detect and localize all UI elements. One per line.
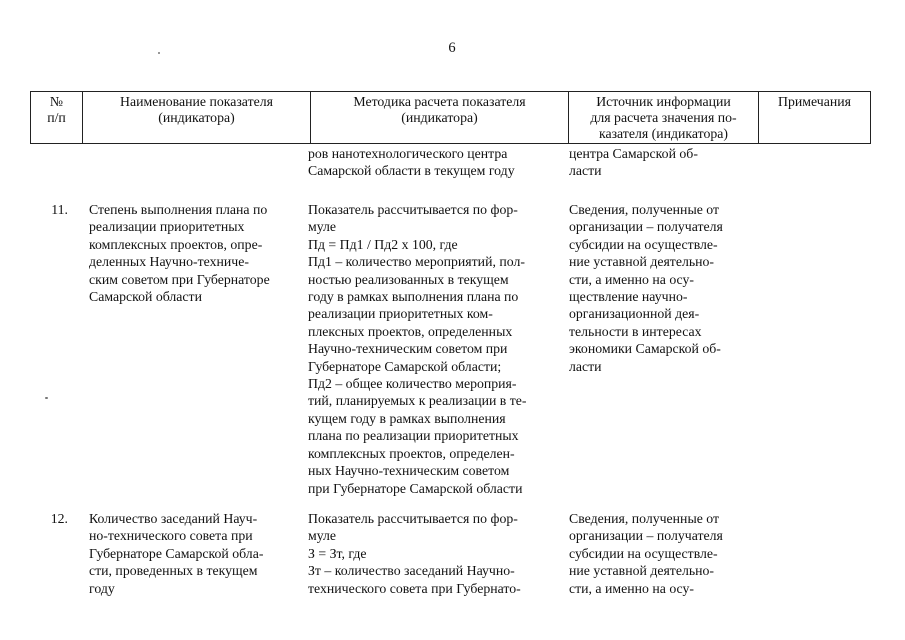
- table-header: [30, 91, 871, 144]
- continuation-source: центра Самарской об- ласти: [569, 146, 698, 179]
- calculation-method: Показатель рассчитывается по фор- муле З = Зт, где Зт – количество заседаний Научно- технического совета при Губернато-: [308, 511, 521, 596]
- calculation-method: Показатель рассчитывается по фор- муле Пд = Пд1 / Пд2 х 100, где Пд1 – количество мероприятий, пол- ностью реализованных в текущем году в рамках выполнения плана по реализации приоритетных ком- плексных проектов, определенных Научно-техническим советом при Губернаторе Самарской области; Пд2 – общее количество мероприя- тий, планируемых к реализации в те- кущем году в рамках выполнения плана по реализации приоритетных комплексных проектов, определен- ных Научно-техническим советом при Губернаторе Самарской области: [308, 202, 527, 496]
- page-number: 6: [448, 40, 456, 56]
- scan-speck: [45, 397, 48, 399]
- row-number: 11.: [51, 202, 68, 217]
- indicator-name: Количество заседаний Науч- но-технического совета при Губернаторе Самарской обла- сти, проведенных в текущем году: [89, 511, 264, 596]
- information-source: Сведения, полученные от организации – получателя субсидии на осуществле- ние уставной деятельно- сти, а именно на осу- ществление научно- организационной дея- тельности в интересах экономики Самарской об- ласти: [569, 202, 723, 374]
- row-number: 12.: [50, 511, 68, 526]
- information-source: Сведения, полученные от организации – получателя субсидии на осуществле- ние уставной деятельно- сти, а именно на осу-: [569, 511, 723, 596]
- header-number: № п/п: [31, 92, 83, 144]
- header-notes: Примечания: [759, 92, 871, 144]
- scan-speck: [158, 52, 160, 54]
- header-indicator-name: Наименование показателя (индикатора): [83, 92, 311, 144]
- continuation-method: ров нанотехнологического центра Самарской области в текущем году: [308, 146, 515, 179]
- header-calculation-method: Методика расчета показателя (индикатора): [311, 92, 569, 144]
- indicator-name: Степень выполнения плана по реализации приоритетных комплексных проектов, опре- деленных Научно-техниче- ским советом при Губернаторе Самарской области: [89, 202, 270, 305]
- header-information-source: Источник информации для расчета значения по- казателя (индикатора): [569, 92, 759, 144]
